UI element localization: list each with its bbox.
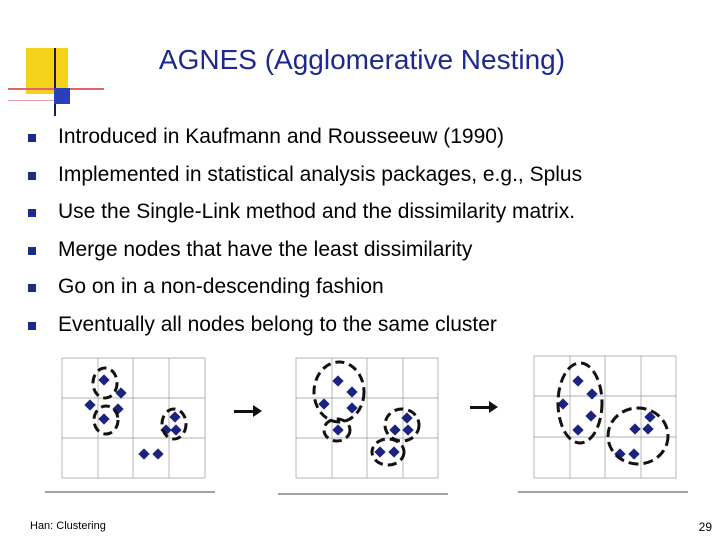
svg-text:.: . <box>56 416 58 421</box>
page-number: 29 <box>698 520 712 534</box>
bullet-item: Eventually all nodes belong to the same cluster <box>28 306 708 344</box>
bullet-item: Implemented in statistical analysis packages, e.g., Splus <box>28 156 708 194</box>
bullet-item: Go on in a non-descending fashion <box>28 268 708 306</box>
svg-text:.: . <box>56 356 58 361</box>
bullet-item: Introduced in Kaufmann and Rousseeuw (1990) <box>28 118 708 156</box>
transition-arrow-icon <box>234 410 256 413</box>
bullet-item: Merge nodes that have the least dissimilarity <box>28 231 708 269</box>
plot-2 <box>278 358 448 494</box>
slide-title: AGNES (Agglomerative Nesting) <box>158 44 566 75</box>
svg-text:.: . <box>56 376 58 381</box>
footer-source: Han: Clustering <box>30 520 106 532</box>
bullet-item: Use the Single-Link method and the dissimilarity matrix. <box>28 193 708 231</box>
svg-text:.: . <box>56 396 58 401</box>
plot-2-points <box>318 375 413 457</box>
plot-3 <box>518 356 688 492</box>
svg-text:.: . <box>56 456 58 461</box>
plot-1 <box>45 356 215 492</box>
svg-text:.: . <box>56 436 58 441</box>
transition-arrow-icon <box>470 406 492 409</box>
